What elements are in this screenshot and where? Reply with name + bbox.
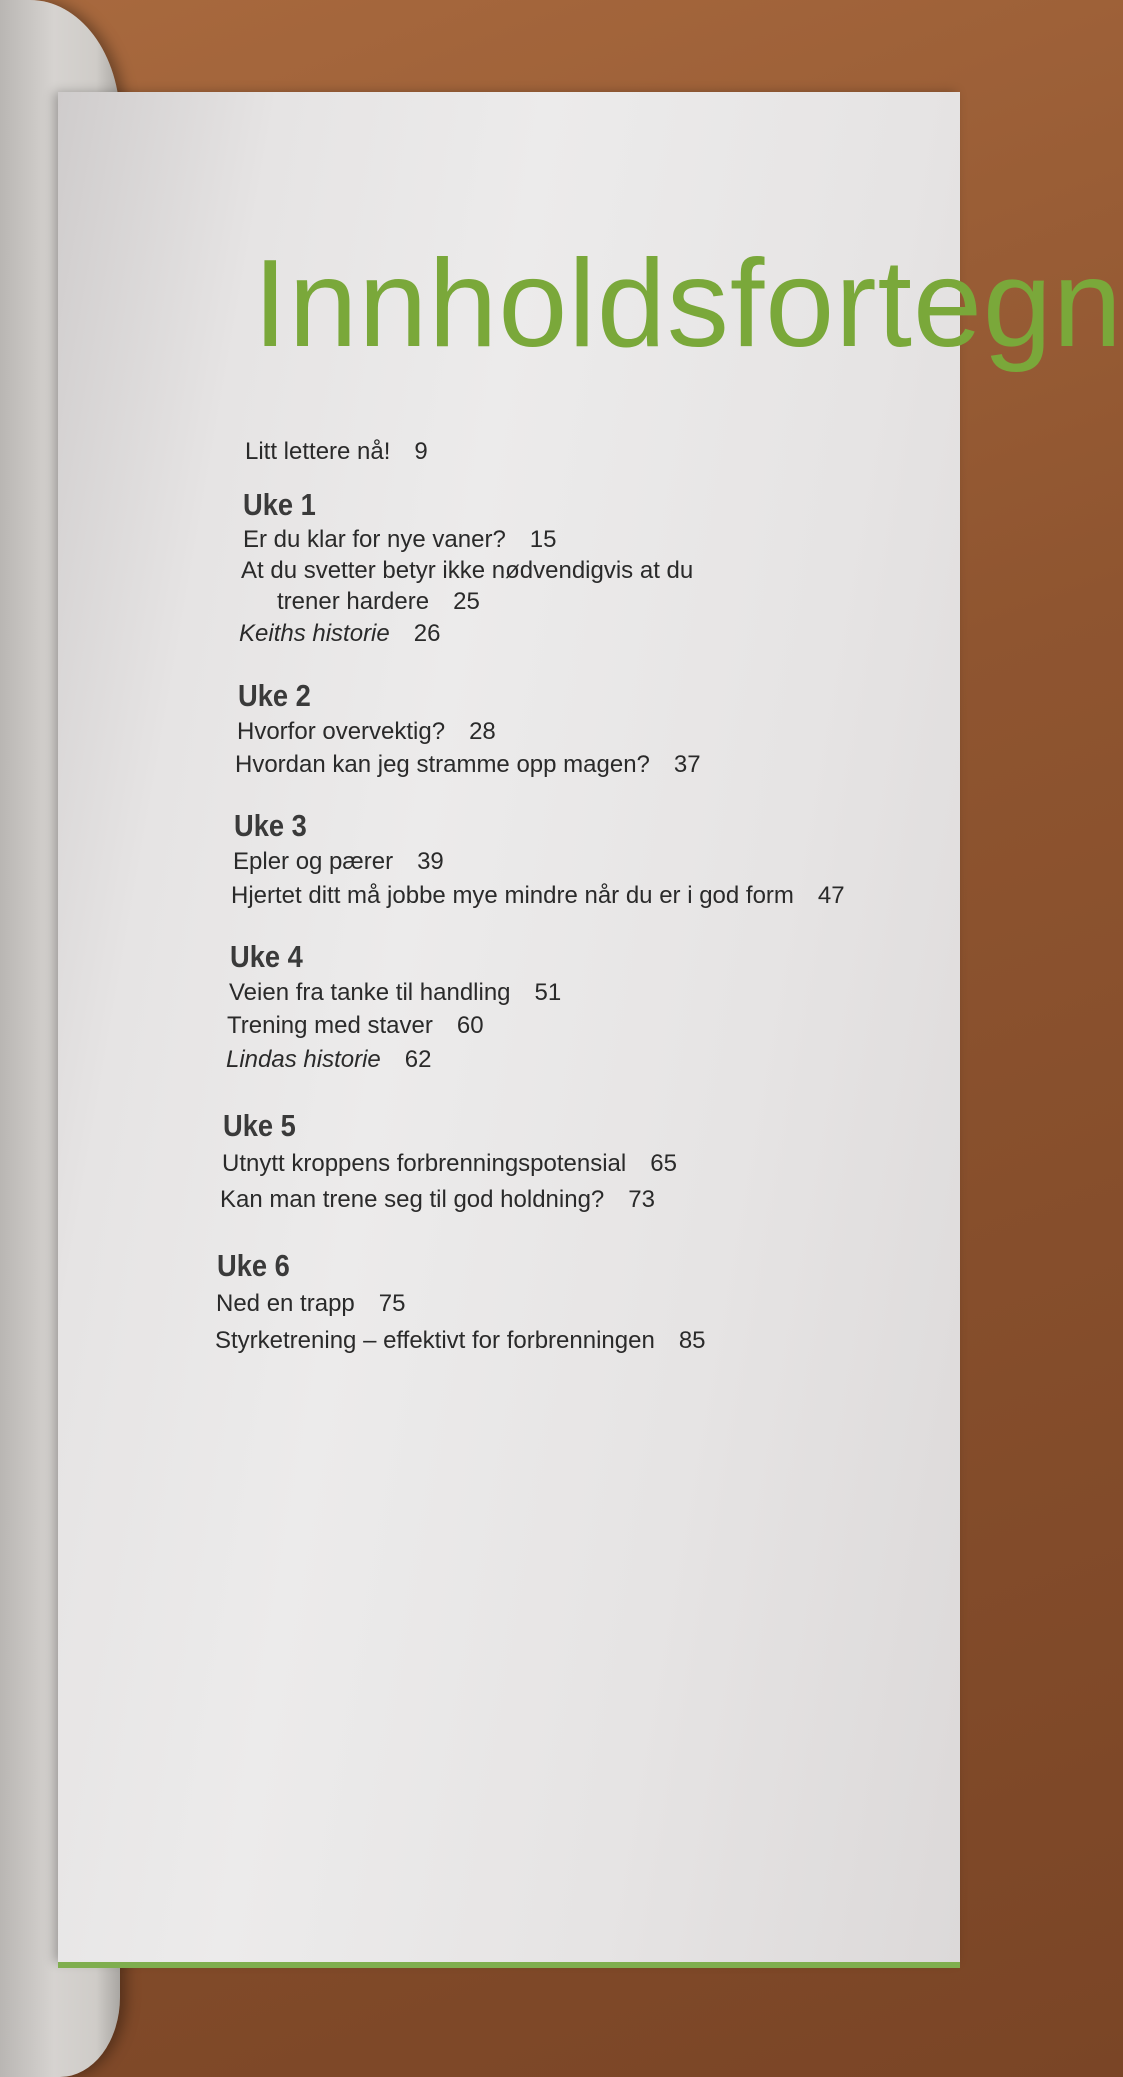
toc-entry <box>216 1292 405 1316</box>
toc-entry-page: 51 <box>534 979 562 1006</box>
toc-entry-page: 26 <box>413 620 441 647</box>
toc-entry-page: 62 <box>404 1046 432 1073</box>
toc-entry <box>222 1152 677 1176</box>
toc-entry <box>243 528 557 552</box>
toc-entry-text: Keiths historie <box>239 620 390 647</box>
book-page <box>58 92 1123 1962</box>
toc-entry <box>231 884 845 908</box>
section-heading-uke-1: Uke 1 <box>243 487 316 522</box>
toc-entry-text: Veien fra tanke til handling <box>229 979 511 1006</box>
section-heading-uke-3: Uke 3 <box>234 808 307 843</box>
section-heading-uke-5: Uke 5 <box>223 1108 296 1143</box>
toc-entry-page: 39 <box>417 848 444 875</box>
toc-entry-text: Er du klar for nye vaner? <box>243 526 506 553</box>
toc-entry-intro <box>245 440 428 464</box>
toc-entry-page: 28 <box>469 718 496 745</box>
toc-entry-story <box>239 622 440 646</box>
section-heading-uke-2: Uke 2 <box>238 678 311 713</box>
toc-entry-text: At du svetter betyr ikke nødvendigvis at du <box>241 557 694 584</box>
toc-entry-page: 47 <box>817 882 845 909</box>
page-title: Innholdsfortegn <box>253 235 1123 373</box>
toc-entry-text: Lindas historie <box>226 1046 381 1073</box>
toc-entry-text: Litt lettere nå! <box>245 438 391 465</box>
toc-entry-continuation <box>277 590 480 614</box>
table-of-contents <box>58 92 960 1962</box>
toc-entry <box>227 1014 484 1038</box>
toc-entry-text: Ned en trapp <box>216 1290 355 1317</box>
section-heading-uke-4: Uke 4 <box>230 939 303 974</box>
toc-entry <box>215 1329 706 1353</box>
toc-entry-text: Hvordan kan jeg stramme opp magen? <box>235 751 650 778</box>
toc-entry-page: 75 <box>378 1290 406 1317</box>
toc-entry <box>235 753 701 777</box>
toc-entry-text: Utnytt kroppens forbrenningspotensial <box>222 1150 627 1177</box>
toc-entry-page: 9 <box>414 438 428 465</box>
toc-entry <box>220 1188 655 1212</box>
section-heading-uke-6: Uke 6 <box>217 1248 290 1283</box>
toc-entry-text: Epler og pærer <box>233 848 394 875</box>
toc-entry-page: 60 <box>456 1012 484 1039</box>
toc-entry-page: 73 <box>628 1186 655 1213</box>
toc-entry-page: 37 <box>673 751 701 778</box>
toc-entry-text: Trening med staver <box>227 1012 433 1039</box>
toc-entry <box>233 850 444 874</box>
toc-entry-page: 65 <box>650 1150 677 1177</box>
toc-entry-text: Styrketrening – effektivt for forbrenningen <box>215 1327 655 1354</box>
toc-entry <box>237 720 496 744</box>
toc-entry-page: 85 <box>678 1327 706 1354</box>
toc-entry <box>241 559 693 583</box>
toc-entry-text: Hvorfor overvektig? <box>237 718 446 745</box>
toc-entry-page: 25 <box>453 588 480 615</box>
toc-entry-text: Hjertet ditt må jobbe mye mindre når du er i god form <box>231 882 794 909</box>
toc-entry <box>229 981 561 1005</box>
toc-entry-text: trener hardere <box>277 588 430 615</box>
toc-entry-story <box>226 1048 431 1072</box>
toc-entry-text: Kan man trene seg til god holdning? <box>220 1186 605 1213</box>
toc-entry-page: 15 <box>529 526 557 553</box>
